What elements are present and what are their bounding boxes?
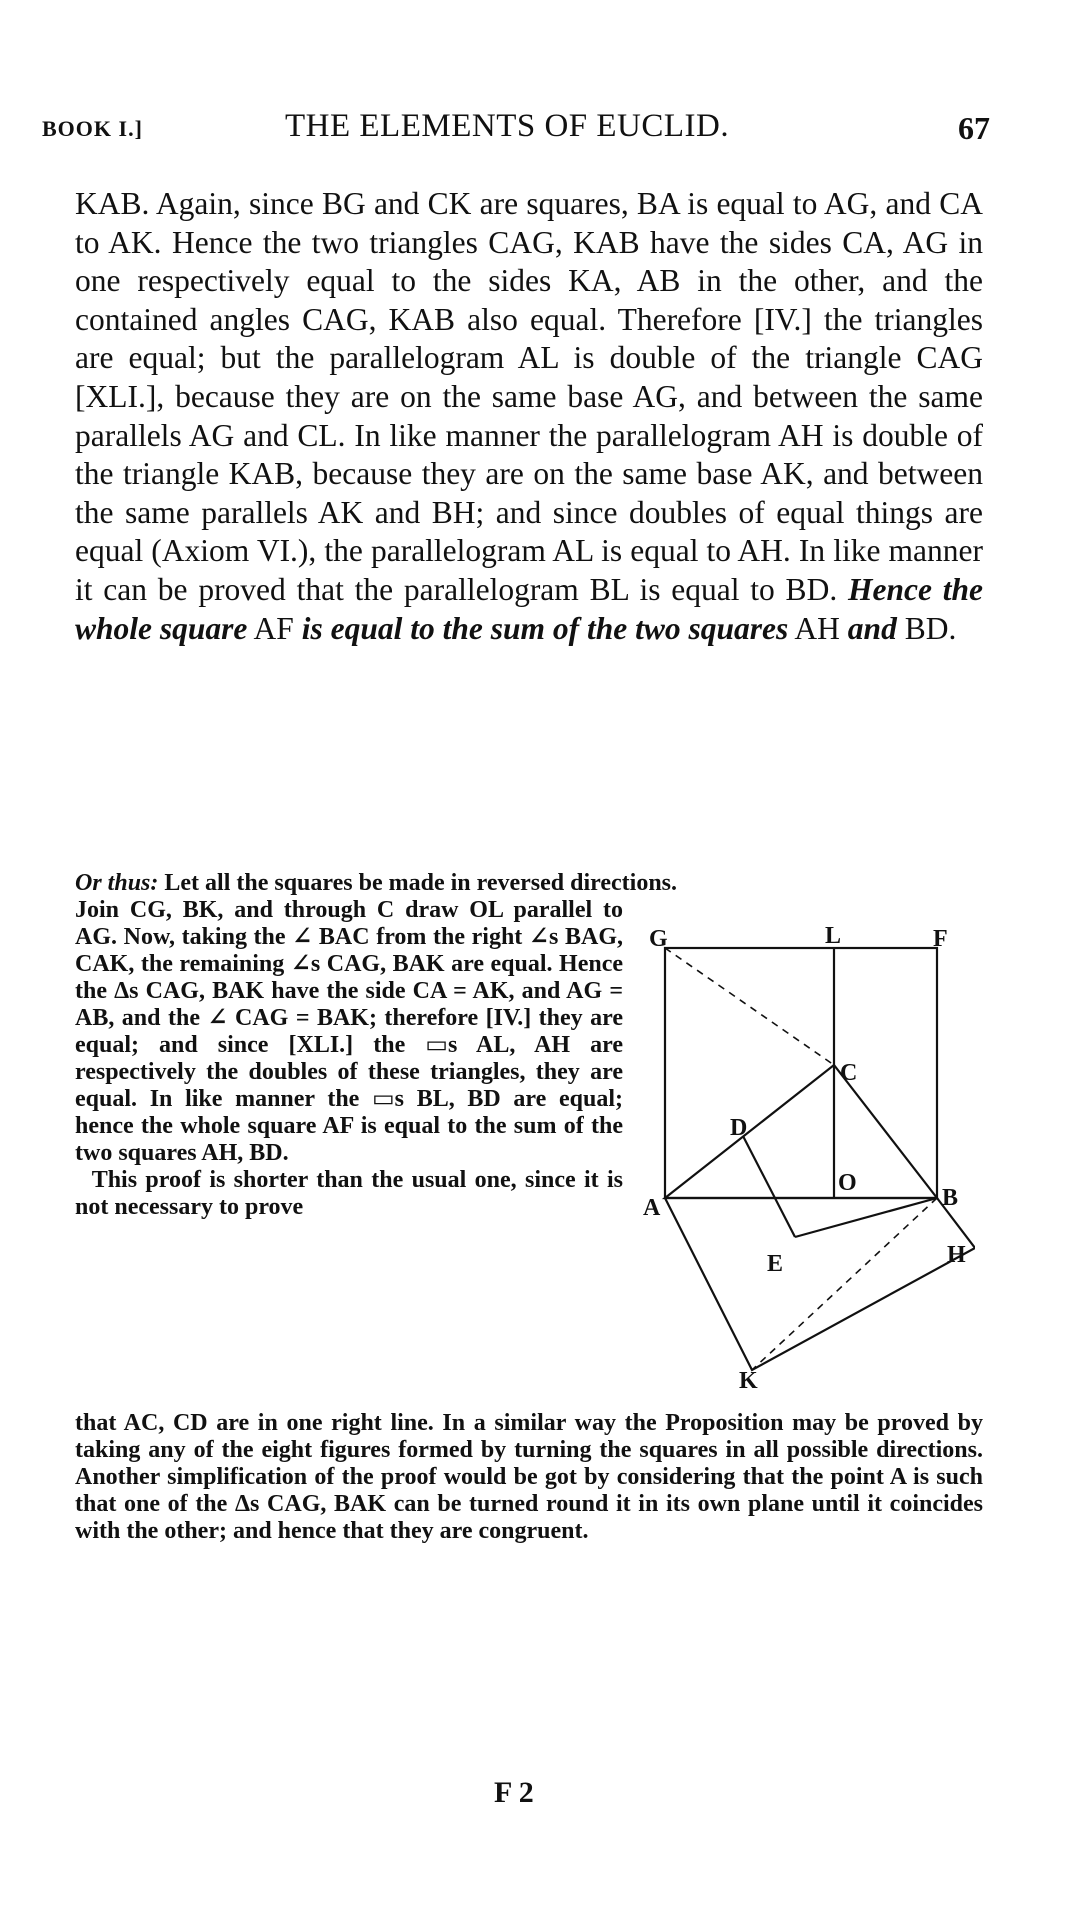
- label-g: G: [649, 926, 668, 952]
- page-header: [0, 108, 1088, 158]
- alternative-intro: [75, 870, 983, 897]
- main-proof-paragraph: [75, 185, 983, 648]
- label-k: K: [739, 1368, 758, 1390]
- conclusion-and: and: [847, 610, 897, 646]
- conclusion-italic-1: Hence the whole square: [75, 571, 984, 646]
- line-dc-square: [743, 1136, 795, 1237]
- note-side-text: This proof is shorter than the usual one, since it is not necessary to prove: [75, 1167, 624, 1220]
- conclusion-ah: AH: [794, 610, 840, 646]
- square-af: [665, 948, 937, 1198]
- page-number: 67: [958, 110, 990, 146]
- running-title: THE ELEMENTS OF EUCLID.: [285, 108, 730, 144]
- conclusion-bd: BD.: [904, 610, 957, 646]
- square-ah-edges: [665, 1198, 975, 1370]
- conclusion-af: AF: [253, 610, 294, 646]
- label-c: C: [840, 1060, 858, 1086]
- label-a: A: [643, 1195, 661, 1221]
- signature-mark: F 2: [494, 1776, 534, 1809]
- label-d: D: [730, 1115, 748, 1141]
- proof-body: KAB. Again, since BG and CK are squares, BA is equal to AG, and CA to AK. Hence the two triangles CAG, KAB have the sides CA, AG in one respectively equal to the sides KA, AB in the other, and the contained angles CAG, KAB also equal. Therefore [IV.] the triangles are equal; but the parallelogram AL is double of the triangle CAG [XLI.], because they are on the same base AG, and between the same parallels AG and CL. In like manner the parallelogram AH is double of the triangle KAB, because they are on the same base AK, and between the same parallels AK and BH; and since doubles of equal things are equal (Axiom VI.), the parallelogram AL is equal to AH. In like manner it can be proved that the parallelogram BL is equal to BD.: [75, 186, 983, 607]
- dashed-line-gc: [665, 948, 834, 1065]
- label-l: L: [825, 923, 842, 949]
- euclid-diagram: [635, 920, 975, 1390]
- triangle-acb: [665, 1065, 937, 1198]
- alternative-proof: Join CG, BK, and through C draw OL parallel to AG. Now, taking the ∠ BAC from the right ∠s BAG, CAK, the remaining ∠s CAG, BAK are equal. Hence the Δs CAG, BAK have the side CA = AK, and AG = AB, and the ∠ CAG = BAK; therefore [IV.] they are equal; and since [XLI.] the ▭s AL, AH are respectively the doubles of these triangles, they are equal. In like manner the ▭s BL, BD are equal; hence the whole square AF is equal to the sum of the two squares AH, BD.: [75, 897, 623, 1166]
- label-o: O: [838, 1170, 857, 1196]
- label-b: B: [942, 1185, 959, 1211]
- book-label: BOOK I.]: [42, 116, 143, 141]
- alternative-side-text: [75, 897, 623, 1221]
- alternative-intro-text: Let all the squares be made in reversed directions.: [164, 870, 678, 896]
- conclusion-italic-2: is equal to the sum of the two squares: [301, 610, 789, 646]
- or-thus-label: Or thus:: [75, 870, 159, 896]
- label-e: E: [767, 1251, 784, 1277]
- note-tail-text: that AC, CD are in one right line. In a similar way the Proposition may be proved by taking any of the eight figures formed by turning the squares in all possible directions. Another simplification of the proof would be got by considering that the point A is such that one of the Δs CAG, BAK can be turned round it in its own plane until it coincides with the other; and hence that they are congruent.: [75, 1410, 983, 1544]
- label-f: F: [933, 926, 948, 952]
- label-h: H: [947, 1242, 966, 1268]
